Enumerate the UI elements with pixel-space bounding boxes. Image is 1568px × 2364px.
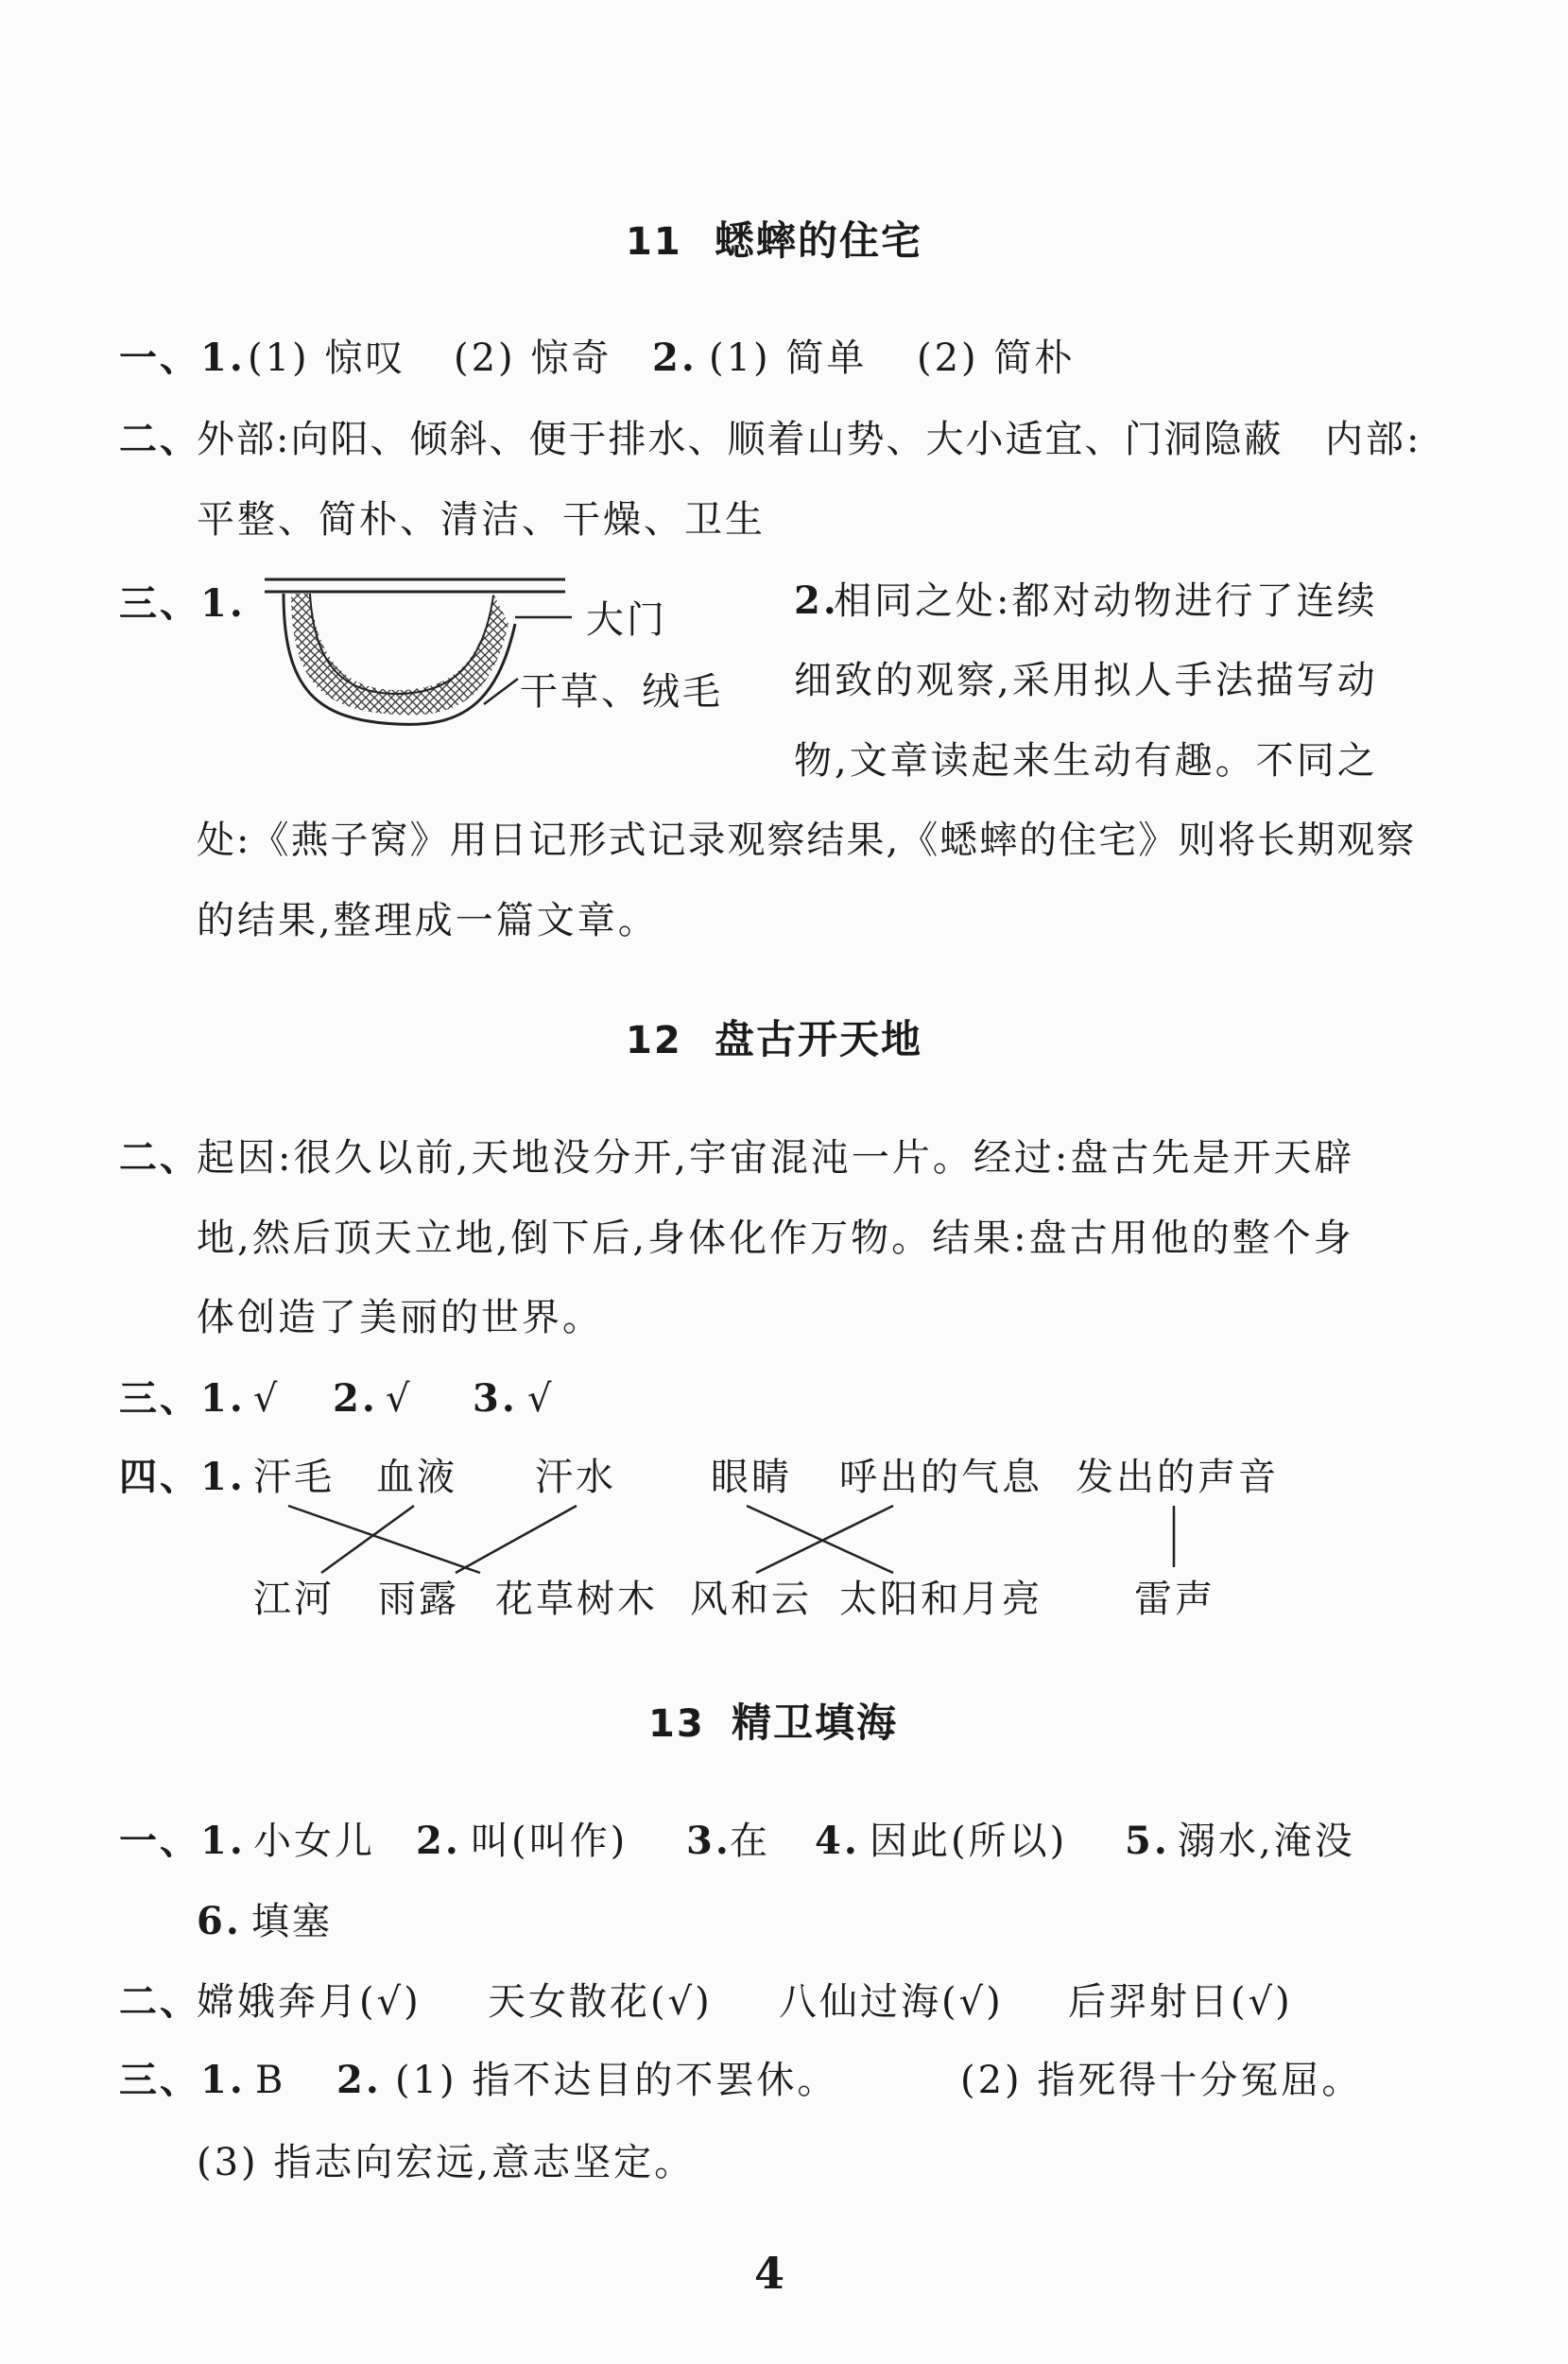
q1-label: 一、1. [119, 336, 246, 380]
q3-label: 三、1. [119, 581, 246, 626]
answer: (2) 惊奇 [454, 336, 612, 380]
check-mark: √ [527, 1377, 555, 1421]
q4-label: 四、1. [119, 1455, 246, 1499]
q-number: 3. [473, 1376, 518, 1421]
q-number: 2. [416, 1819, 461, 1863]
match-top-item: 呼出的气息 [839, 1456, 1042, 1499]
check-mark: √ [253, 1377, 281, 1421]
answer: 嫦娥奔月(√) [197, 1980, 422, 2024]
section-11-title: 蟋蟀的住宅 [715, 217, 923, 264]
answer-line: 外部:向阳、倾斜、便于排水、顺着山势、大小适宜、门洞隐蔽 [197, 418, 1284, 461]
answer-line: 物,文章读起来生动有趣。不同之 [794, 739, 1378, 783]
answer: 溺水,淹没 [1178, 1820, 1355, 1863]
match-bottom-item: 太阳和月亮 [839, 1578, 1042, 1621]
section-12-title: 盘古开天地 [715, 1016, 923, 1062]
q-number: 5. [1125, 1819, 1170, 1863]
answer-line: 相同之处:都对动物进行了连续 [834, 579, 1378, 623]
answer: (3) 指志向宏远,意志坚定。 [197, 2141, 696, 2184]
answer: 因此(所以) [870, 1820, 1068, 1863]
answer: 叫(叫作) [471, 1820, 629, 1863]
match-bottom-item: 风和云 [690, 1578, 812, 1621]
match-bottom-item: 花草树木 [495, 1578, 658, 1621]
match-top-item: 汗毛 [253, 1456, 335, 1499]
q1-label: 一、1. [119, 1819, 246, 1863]
answer: (1) 指不达目的不罢休。 [395, 2059, 838, 2102]
answer-line: 处:《燕子窝》用日记形式记录观察结果,《蟋蟀的住宅》则将长期观察 [197, 819, 1417, 862]
answer: 天女散花(√) [488, 1980, 713, 2024]
section-12-number: 12 [626, 1019, 682, 1062]
check-mark: √ [386, 1377, 413, 1421]
q3-label: 三、1. [119, 1376, 246, 1421]
q-number: 4. [815, 1819, 860, 1863]
answer: 填塞 [251, 1900, 333, 1943]
answer: (2) 简朴 [917, 336, 1076, 380]
answer: 在 [730, 1820, 770, 1863]
match-top-item: 血液 [376, 1456, 457, 1499]
q2-label: 二、 [119, 417, 200, 461]
match-bottom-item: 江河 [253, 1578, 335, 1621]
q2-label: 二、 [119, 1979, 200, 2024]
q2-label: 二、 [119, 1135, 200, 1180]
q3-label: 三、1. [119, 2058, 246, 2102]
answer: 小女儿 [253, 1820, 375, 1863]
section-13-number: 13 [648, 1702, 705, 1746]
answer-line: 体创造了美丽的世界。 [197, 1296, 603, 1339]
answer: (1) 简单 [709, 336, 868, 380]
page-number: 4 [754, 2248, 785, 2299]
section-13-title: 精卫填海 [732, 1700, 899, 1746]
answer: (1) 惊叹 [248, 336, 406, 380]
answer-line: 起因:很久以前,天地没分开,宇宙混沌一片。经过:盘古先是开天辟 [197, 1136, 1355, 1180]
match-top-item: 眼睛 [711, 1456, 792, 1499]
answer: (2) 指死得十分冤屈。 [960, 2059, 1363, 2102]
answer-line: 的结果,整理成一篇文章。 [197, 899, 659, 942]
match-top-item: 汗水 [535, 1456, 616, 1499]
match-bottom-item: 雷声 [1134, 1578, 1215, 1621]
answer: 八仙过海(√) [779, 1980, 1004, 2024]
q-number: 2. [333, 1376, 378, 1421]
answer-line: 内部: [1325, 418, 1422, 461]
q-number: 2. [794, 578, 839, 623]
answer: 后羿射日(√) [1068, 1980, 1293, 2024]
match-bottom-item: 雨露 [378, 1578, 459, 1621]
q-number: 2. [336, 2058, 382, 2102]
section-11-number: 11 [626, 220, 682, 264]
diagram-label-grass: 干草、绒毛 [520, 670, 723, 714]
answer-line: 平整、简朴、清洁、干燥、卫生 [197, 498, 766, 542]
answer-line: 细致的观察,采用拟人手法描写动 [794, 659, 1378, 702]
match-top-item: 发出的声音 [1076, 1456, 1279, 1499]
diagram-label-door: 大门 [586, 598, 667, 642]
q-number: 3. [686, 1819, 732, 1863]
answer: B [255, 2059, 286, 2102]
answer-line: 地,然后顶天立地,倒下后,身体化作万物。结果:盘古用他的整个身 [197, 1217, 1354, 1260]
q-number: 2. [652, 336, 698, 380]
q-number: 6. [197, 1899, 242, 1943]
